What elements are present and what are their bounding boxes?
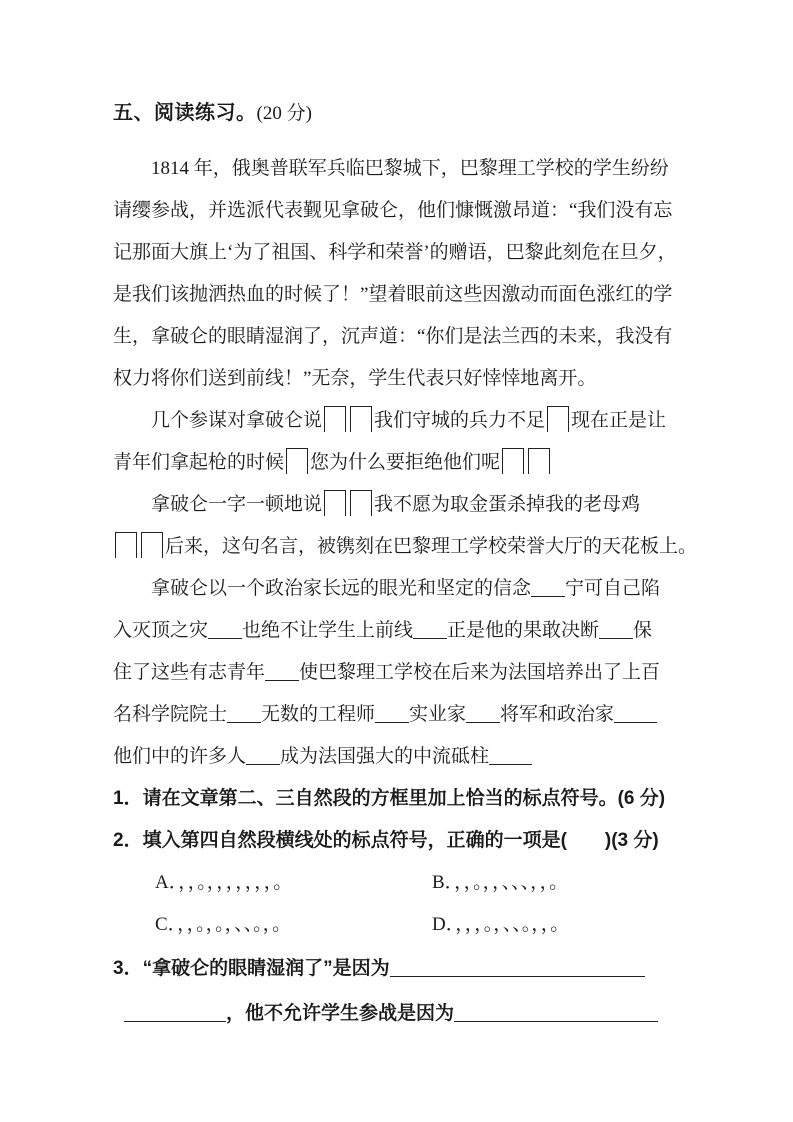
answer-blank <box>631 708 640 723</box>
answer-blank <box>505 1007 514 1022</box>
answer-blank <box>175 1007 184 1022</box>
answer-blank <box>517 962 526 977</box>
passage-line: 权力将你们送到前线！”无奈，学生代表只好悻悻地离开。 <box>113 368 597 389</box>
answer-blank <box>557 582 566 597</box>
answer-blank <box>492 962 501 977</box>
answer-blank <box>616 624 625 639</box>
answer-blank <box>640 708 649 723</box>
answer-blank <box>539 1007 548 1022</box>
answer-blank <box>424 962 433 977</box>
answer-blank <box>489 750 498 765</box>
answer-blank <box>515 750 524 765</box>
answer-blank <box>531 1007 540 1022</box>
answer-blank <box>560 962 569 977</box>
answer-blank <box>265 666 274 681</box>
answer-blank <box>124 1007 133 1022</box>
answer-blank <box>608 624 617 639</box>
option-d: D．，，，。，、、。，，。 <box>432 914 570 935</box>
passage-line: 拿破仑一字一顿地说 我不愿为取金蛋杀掉我的老母鸡 <box>113 484 753 526</box>
answer-blank <box>540 582 549 597</box>
answer-blank <box>648 708 657 723</box>
passage-line: 1814 年，俄奥普联军兵临巴黎城下，巴黎理工学校的学生纷纷 <box>151 158 669 179</box>
answer-blank <box>413 624 422 639</box>
passage-line: 几个参谋对拿破仑说 我们守城的兵力不足 现在正是让 <box>113 400 753 442</box>
punctuation-box <box>528 448 550 474</box>
answer-blank <box>384 708 393 723</box>
answer-blank <box>497 1007 506 1022</box>
answer-blank <box>551 962 560 977</box>
answer-blank <box>500 962 509 977</box>
answer-blank <box>543 962 552 977</box>
answer-blank <box>218 1007 227 1022</box>
punctuation-box <box>141 532 163 558</box>
answer-blank <box>607 1007 616 1022</box>
question-1: 1．请在文章第二、三自然段的方框里加上恰当的标点符号。(6 分) <box>113 788 666 809</box>
answer-blank <box>227 708 236 723</box>
punctuation-box <box>286 448 308 474</box>
answer-blank <box>209 1007 218 1022</box>
options-row-1 <box>113 862 753 904</box>
punctuation-box <box>350 490 372 516</box>
answer-blank <box>392 708 401 723</box>
punctuation-box <box>324 406 346 432</box>
answer-blank <box>272 750 281 765</box>
passage-line: 生，拿破仑的眼睛湿润了，沉声道：“你们是法兰西的未来，我没有 <box>113 326 673 347</box>
answer-blank <box>599 1007 608 1022</box>
answer-blank <box>217 624 226 639</box>
passage-line: 后来，这句名言，被镌刻在巴黎理工学校荣誉大厅的天花板上。 <box>113 526 753 568</box>
answer-blank <box>291 666 300 681</box>
answer-blank <box>398 962 407 977</box>
passage-line: 名科学院院士 无数的工程师 实业家 将军和政治家 <box>113 694 753 736</box>
passage-line: 是我们该抛洒热血的时候了！”望着眼前这些因激动而面色涨红的学 <box>113 284 673 305</box>
answer-blank <box>441 962 450 977</box>
answer-blank <box>458 962 467 977</box>
question-3-line-2: ，他不允许学生参战是因为 <box>124 991 753 1036</box>
answer-blank <box>633 1007 642 1022</box>
section-title-score: (20 分) <box>256 103 312 124</box>
answer-blank <box>611 962 620 977</box>
answer-blank <box>246 750 255 765</box>
answer-blank <box>488 1007 497 1022</box>
answer-blank <box>192 1007 201 1022</box>
punctuation-box <box>547 406 569 432</box>
answer-blank <box>236 708 245 723</box>
answer-blank <box>208 624 217 639</box>
section-title-text: 五、阅读练习。 <box>113 102 257 124</box>
answer-blank <box>636 962 645 977</box>
passage-line: 拿破仑以一个政治家长远的眼光和坚定的信念 宁可自己陷 <box>151 578 661 599</box>
options-row-2 <box>113 904 753 946</box>
answer-blank <box>492 708 501 723</box>
section-title <box>113 101 753 148</box>
punctuation-box <box>502 448 524 474</box>
answer-blank <box>475 708 484 723</box>
answer-blank <box>466 708 475 723</box>
answer-blank <box>483 962 492 977</box>
passage-line: 他们中的许多人 成为法国强大的中流砥柱 <box>113 736 753 778</box>
option-a: A．，，。，，，，，，，。 <box>155 872 293 893</box>
answer-blank <box>475 962 484 977</box>
passage-line: 青年们拿起枪的时候 您为什么要拒绝他们呢 <box>113 442 753 484</box>
answer-blank <box>466 962 475 977</box>
answer-blank <box>641 1007 650 1022</box>
answer-blank <box>184 1007 193 1022</box>
answer-blank <box>526 962 535 977</box>
option-c: C．，，。，。，、、。，。 <box>155 914 292 935</box>
answer-blank <box>439 624 448 639</box>
answer-blank <box>619 962 628 977</box>
answer-blank <box>568 962 577 977</box>
answer-blank <box>628 962 637 977</box>
answer-blank <box>253 708 262 723</box>
answer-blank <box>534 962 543 977</box>
answer-blank <box>585 962 594 977</box>
answer-blank <box>514 1007 523 1022</box>
answer-blank <box>407 962 416 977</box>
answer-blank <box>422 624 431 639</box>
answer-blank <box>548 1007 557 1022</box>
answer-blank <box>624 1007 633 1022</box>
answer-blank <box>483 708 492 723</box>
answer-blank <box>590 1007 599 1022</box>
answer-blank <box>430 624 439 639</box>
answer-blank <box>531 582 540 597</box>
answer-blank <box>616 1007 625 1022</box>
answer-blank <box>522 1007 531 1022</box>
answer-blank <box>274 666 283 681</box>
answer-blank <box>471 1007 480 1022</box>
answer-blank <box>506 750 515 765</box>
answer-blank <box>415 962 424 977</box>
answer-blank <box>599 624 608 639</box>
answer-blank <box>133 1007 142 1022</box>
passage-paragraph-2 <box>113 400 753 484</box>
answer-blank <box>480 1007 489 1022</box>
answer-blank <box>565 1007 574 1022</box>
answer-blank <box>263 750 272 765</box>
answer-blank <box>141 1007 150 1022</box>
answer-blank <box>577 962 586 977</box>
answer-blank <box>523 750 532 765</box>
answer-blank <box>573 1007 582 1022</box>
punctuation-box <box>350 406 372 432</box>
answer-blank <box>449 962 458 977</box>
answer-blank <box>623 708 632 723</box>
answer-blank <box>282 666 291 681</box>
passage-line: 入灭顶之灾 也绝不让学生上前线 正是他的果敢决断 保 <box>113 620 653 641</box>
passage-line: 记那面大旗上‘为了祖国、科学和荣誉’的赠语，巴黎此刻危在旦夕， <box>113 242 677 263</box>
answer-blank <box>454 1007 463 1022</box>
passage-line: 请缨参战，并选派代表觐见拿破仑，他们慷慨激昂道：“我们没有忘 <box>113 200 673 221</box>
answer-blank <box>390 962 399 977</box>
answer-blank <box>548 582 557 597</box>
answer-blank <box>594 962 603 977</box>
answer-blank <box>158 1007 167 1022</box>
passage-paragraph-4 <box>113 568 753 778</box>
answer-blank <box>650 1007 659 1022</box>
answer-blank <box>463 1007 472 1022</box>
answer-blank <box>401 708 410 723</box>
answer-blank <box>201 1007 210 1022</box>
answer-blank <box>614 708 623 723</box>
question-3-line-1: 3．“拿破仑的眼睛湿润了”是因为 <box>113 946 753 991</box>
answer-blank <box>509 962 518 977</box>
answer-blank <box>225 624 234 639</box>
answer-blank <box>234 624 243 639</box>
answer-blank <box>255 750 264 765</box>
answer-blank <box>432 962 441 977</box>
answer-blank <box>602 962 611 977</box>
answer-blank <box>625 624 634 639</box>
option-b: B．，，。，，、、、，，。 <box>432 872 569 893</box>
answer-blank <box>167 1007 176 1022</box>
punctuation-box <box>115 532 137 558</box>
answer-blank <box>244 708 253 723</box>
punctuation-box <box>324 490 346 516</box>
answer-blank <box>498 750 507 765</box>
answer-blank <box>582 1007 591 1022</box>
answer-blank <box>150 1007 159 1022</box>
question-2: 2．填入第四自然段横线处的标点符号，正确的一项是( )(3 分) <box>113 830 659 851</box>
answer-blank <box>375 708 384 723</box>
answer-blank <box>556 1007 565 1022</box>
passage-paragraph-1 <box>113 148 753 400</box>
passage-line: 住了这些有志青年 使巴黎理工学校在后来为法国培养出了上百 <box>113 662 661 683</box>
passage-paragraph-3 <box>113 484 753 568</box>
